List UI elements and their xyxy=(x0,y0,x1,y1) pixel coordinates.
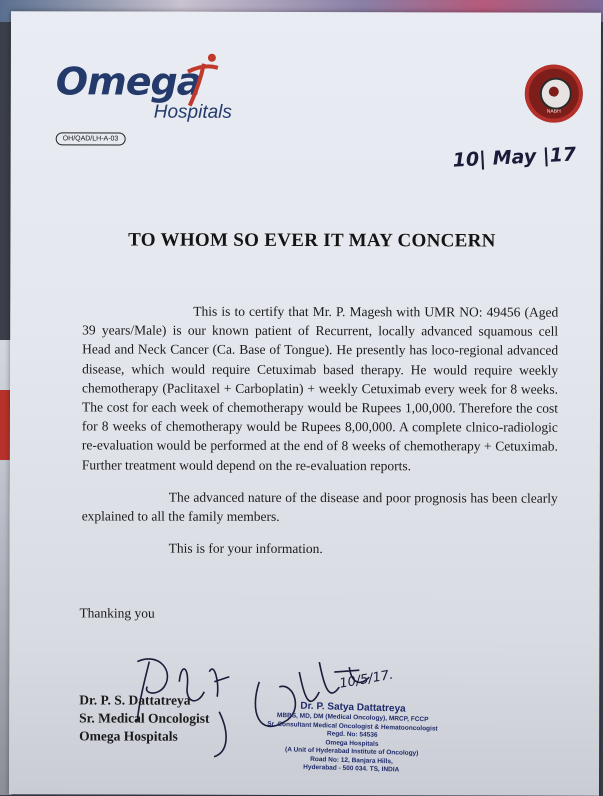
stamp-line: MBBS, MD, DM (Medical Oncology), MRCP, FCCP xyxy=(276,711,429,724)
letter-title: TO WHOM SO EVER IT MAY CONCERN xyxy=(128,229,496,252)
document-ref-code: OH/QAD/LH-A-03 xyxy=(56,132,126,145)
stamp-reg-no: Regd. No: 54536 xyxy=(326,730,378,739)
letter-page xyxy=(9,11,601,796)
stamp-org: Omega Hospitals xyxy=(325,738,379,748)
background-red-strip xyxy=(0,390,10,460)
closing-text: Thanking you xyxy=(79,605,155,621)
signatory-block xyxy=(79,691,210,745)
stamp-unit: (A Unit of Hyderabad Institute of Oncology) xyxy=(284,746,419,758)
logo-brand: Omega xyxy=(55,59,202,104)
body-paragraph: The advanced nature of the disease and poor prognosis has been clearly explained to all the family members. xyxy=(81,489,558,524)
doctor-stamp xyxy=(256,699,448,776)
signatory-name: Dr. P. S. Dattatreya xyxy=(79,692,191,708)
seal-label: NABH xyxy=(546,108,561,115)
stamp-name: Dr. P. Satya Dattatreya xyxy=(300,700,406,715)
letter-body xyxy=(82,301,559,559)
handwritten-date: 10| May |17 xyxy=(452,143,577,172)
signatory-organization: Omega Hospitals xyxy=(79,728,178,744)
signatory-designation: Sr. Medical Oncologist xyxy=(79,710,210,726)
body-paragraph: This is for your information. xyxy=(168,540,323,557)
stamp-line: Sr. Consultant Medical Oncologist & Hematooncologist xyxy=(267,720,438,733)
logo-figure-icon xyxy=(184,50,224,110)
seal-center-icon xyxy=(549,87,559,97)
stamp-address: Hyderabad - 500 034. TS, INDIA xyxy=(303,763,400,774)
logo-subtitle: Hospitals xyxy=(153,101,232,123)
body-paragraph: This is to certify that Mr. P. Magesh with UMR NO: 49456 (Aged 39 years/Male) is our known patient of Recurrent, locally advanced squamous cell Head and Neck Cancer (Ca. Base of Tongue). He presently has loco-regional advanced disease, which would require Cetuximab based therapy. He would require weekly chemotherapy (Paclitaxel + Carboplatin) + weekly Cetuximab every week for 8 weeks. The cost for each week of chemotherapy would be Rupees 1,00,000. Therefore the cost for 8 weeks of chemotherapy would be Rupees 8,00,000. A complete clnico-radiologic re-evaluation would be performed at the end of 8 weeks of chemotherapy + Cetuximab. Further treatment would depend on the re-evaluation reports. xyxy=(81,303,559,473)
accreditation-seal xyxy=(525,65,583,123)
hospital-logo xyxy=(55,59,232,123)
signature-date: 10/5/17. xyxy=(338,667,395,692)
stamp-address: Road No: 12, Banjara Hills, xyxy=(310,755,393,765)
